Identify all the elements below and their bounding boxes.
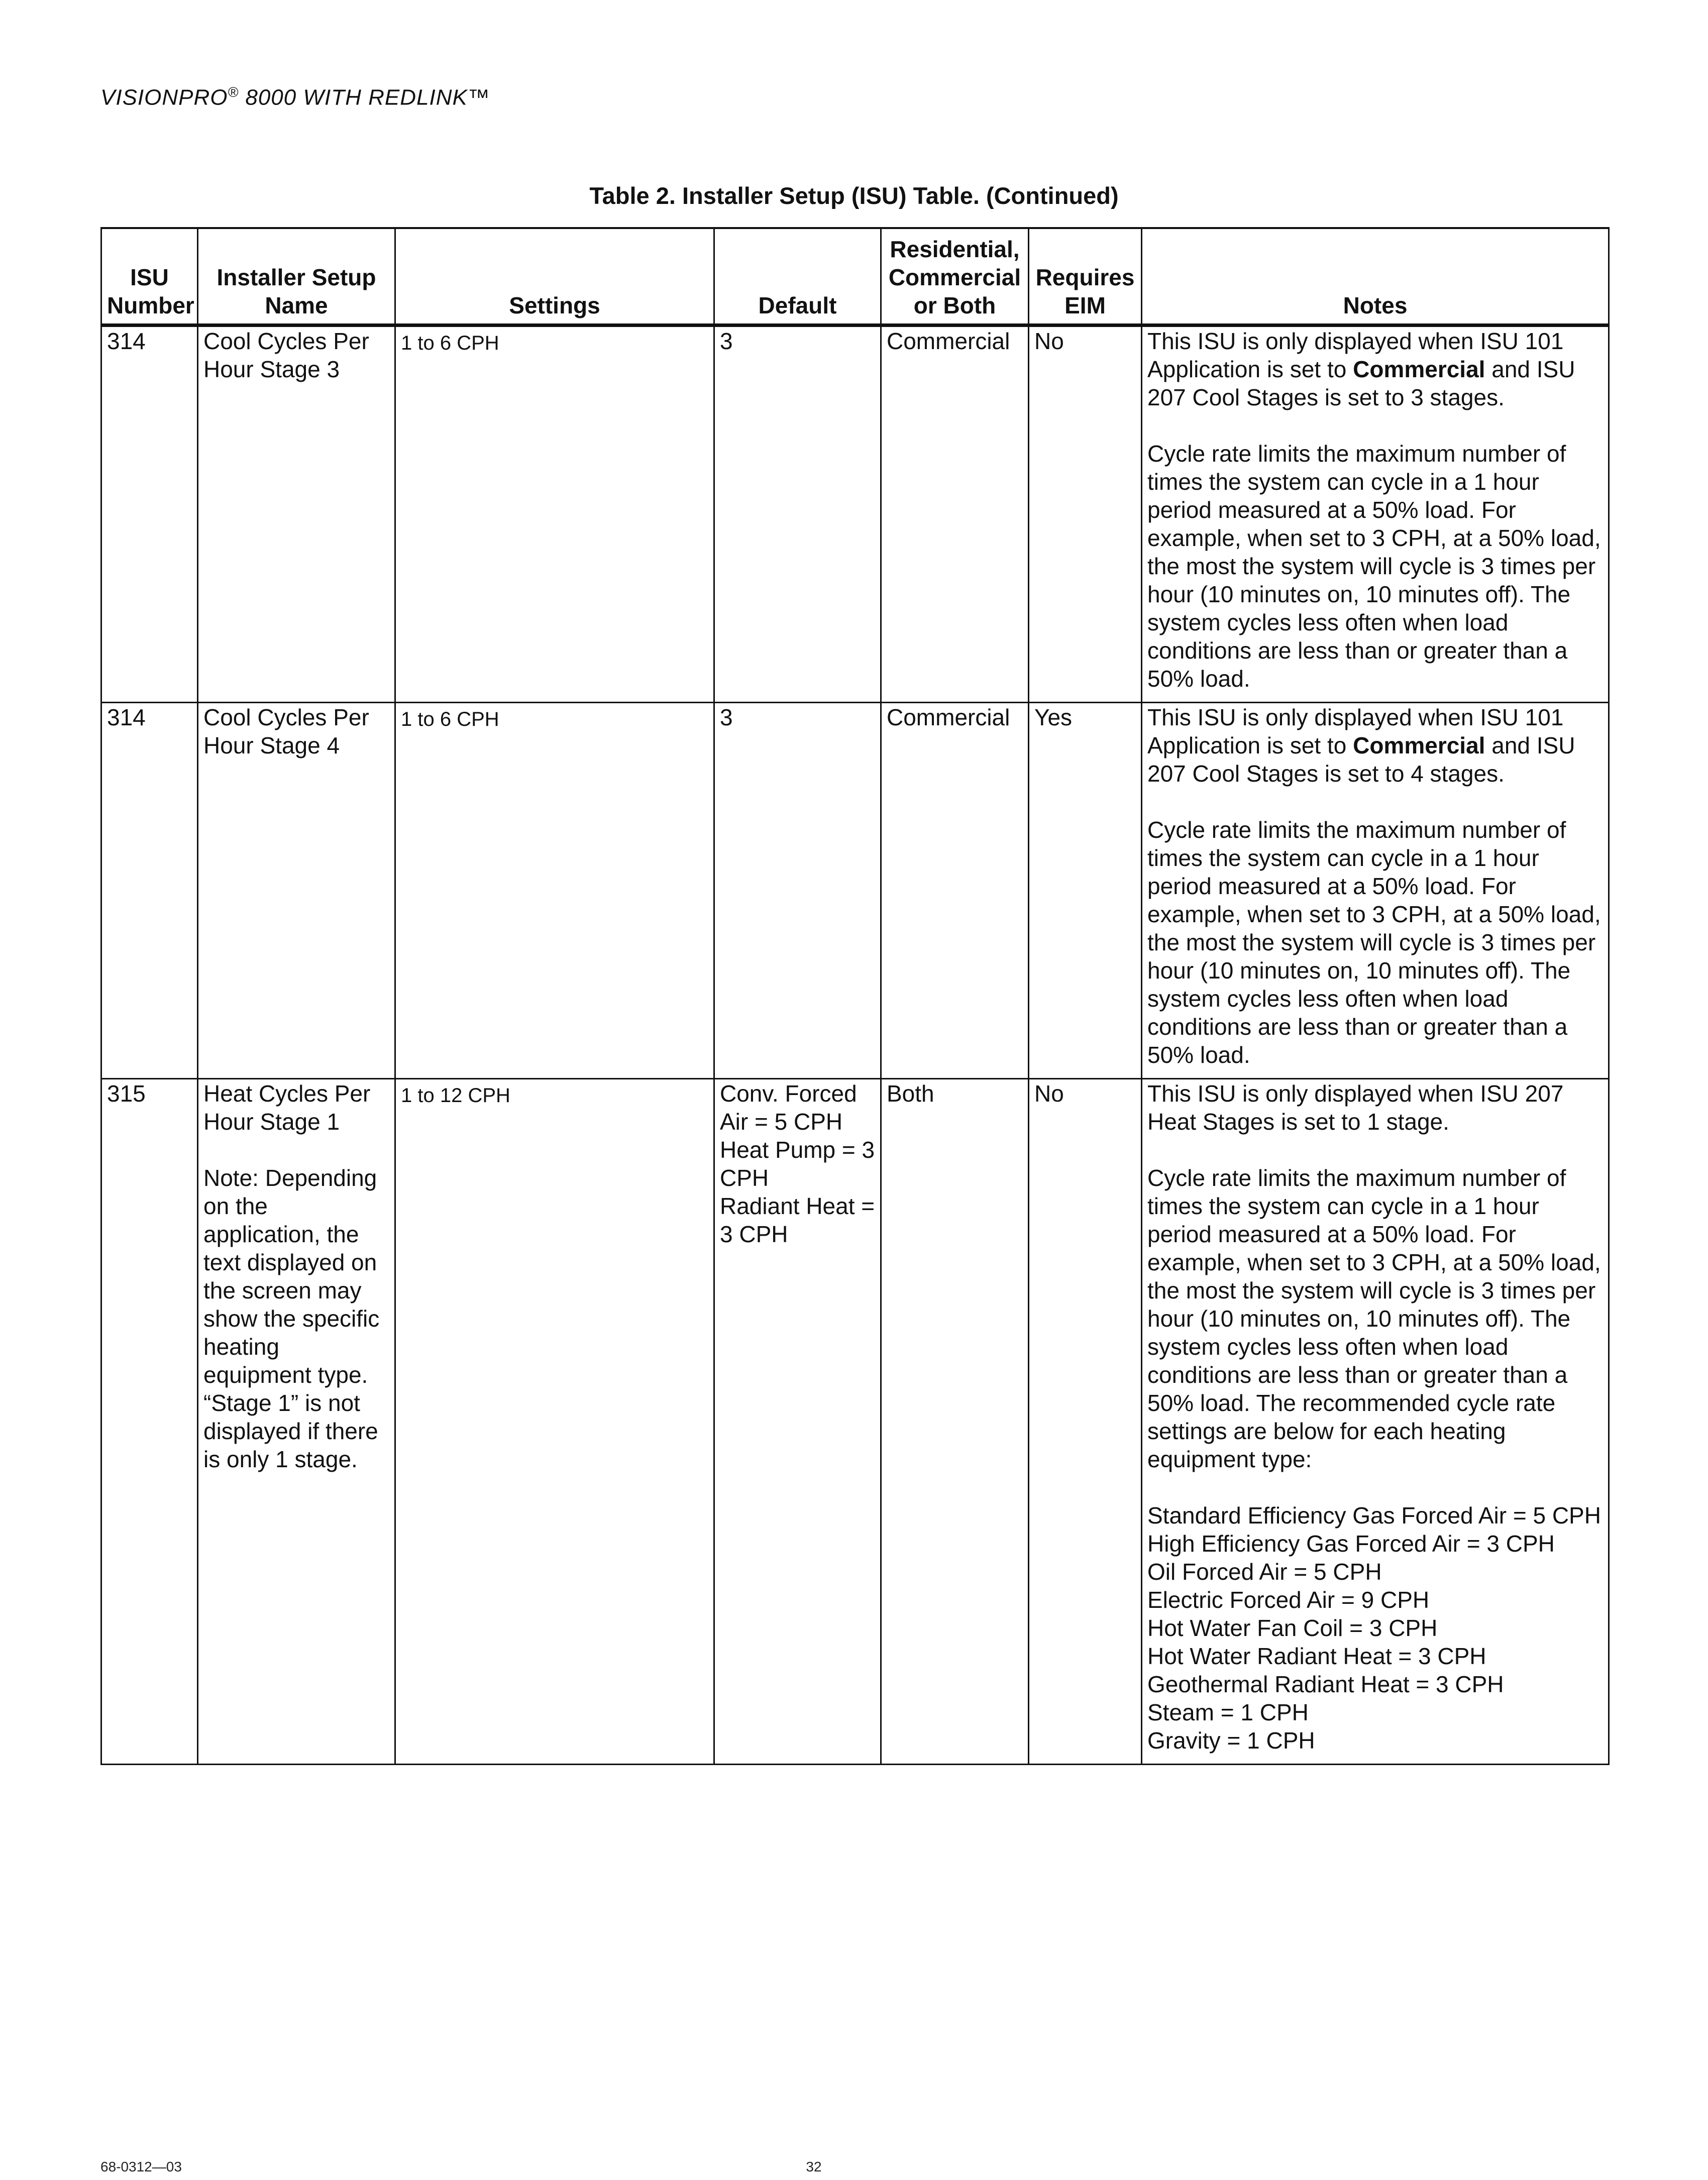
cell-isu-number: 314	[101, 703, 198, 1079]
product-model: 8000 WITH REDLINK™	[239, 85, 490, 110]
list-item: Geothermal Radiant Heat = 3 CPH	[1147, 1671, 1504, 1697]
col-header-isu-number: ISU Number	[101, 228, 198, 325]
cell-res-comm: Commercial	[881, 325, 1029, 703]
setup-name: Heat Cycles Per Hour Stage 1	[203, 1080, 371, 1135]
note-paragraph: This ISU is only displayed when ISU 101 Application is set to Commercial and ISU 207 Cool Stages is set to 4 stages.	[1147, 704, 1575, 787]
note-paragraph: Cycle rate limits the maximum number of times the system can cycle in a 1 hour period measured at a 50% load. For example, when set to 3 CPH, at a 50% load, the most the system will cycle is 3 times per hour (10 minutes on, 10 minutes off). The system cycles less often when load conditions are less than or greater than a 50% load. The recommended cycle rate settings are below for each heating equipment type:	[1147, 1165, 1601, 1472]
col-header-res-comm: Residential, Commercial or Both	[881, 228, 1029, 325]
registered-mark: ®	[228, 84, 239, 100]
col-header-eim: Requires EIM	[1029, 228, 1142, 325]
cell-settings: 1 to 12 CPH	[395, 1079, 714, 1765]
isu-table	[100, 227, 1610, 1765]
list-item: Steam = 1 CPH	[1147, 1699, 1309, 1725]
table-caption: Table 2. Installer Setup (ISU) Table. (Continued)	[589, 182, 1119, 209]
cell-settings: 1 to 6 CPH	[395, 703, 714, 1079]
product-name: VISIONPRO	[100, 85, 228, 110]
cell-name	[198, 1079, 395, 1765]
table-header-row	[101, 228, 1609, 325]
cell-default: 3	[714, 325, 881, 703]
list-item: Electric Forced Air = 9 CPH	[1147, 1587, 1430, 1613]
col-header-settings: Settings	[395, 228, 714, 325]
cell-isu-number: 314	[101, 325, 198, 703]
page-number: 32	[806, 2159, 822, 2174]
cell-name: Cool Cycles Per Hour Stage 4	[198, 703, 395, 1079]
cell-eim: Yes	[1029, 703, 1142, 1079]
note-paragraph: This ISU is only displayed when ISU 207 Heat Stages is set to 1 stage.	[1147, 1080, 1564, 1135]
cell-res-comm: Both	[881, 1079, 1029, 1765]
col-header-name: Installer Setup Name	[198, 228, 395, 325]
default-line: Heat Pump = 3 CPH	[720, 1137, 875, 1191]
cell-eim: No	[1029, 325, 1142, 703]
cell-name: Cool Cycles Per Hour Stage 3	[198, 325, 395, 703]
list-item: Hot Water Fan Coil = 3 CPH	[1147, 1615, 1438, 1641]
note-paragraph: This ISU is only displayed when ISU 101 Application is set to Commercial and ISU 207 Cool Stages is set to 3 stages.	[1147, 328, 1575, 410]
list-item: High Efficiency Gas Forced Air = 3 CPH	[1147, 1531, 1555, 1557]
equipment-list	[1147, 1501, 1603, 1755]
table-row	[101, 703, 1609, 1079]
table-row	[101, 325, 1609, 703]
table-row	[101, 1079, 1609, 1765]
document-number: 68-0312—03	[100, 2159, 182, 2174]
default-line: Radiant Heat = 3 CPH	[720, 1193, 875, 1247]
list-item: Standard Efficiency Gas Forced Air = 5 CPH	[1147, 1502, 1601, 1529]
list-item: Hot Water Radiant Heat = 3 CPH	[1147, 1643, 1486, 1669]
cell-notes	[1142, 1079, 1609, 1765]
col-header-notes: Notes	[1142, 228, 1609, 325]
default-line: Conv. Forced Air = 5 CPH	[720, 1080, 857, 1135]
cell-notes	[1142, 703, 1609, 1079]
cell-res-comm: Commercial	[881, 703, 1029, 1079]
cell-default	[714, 1079, 881, 1765]
note-paragraph: Cycle rate limits the maximum number of times the system can cycle in a 1 hour period measured at a 50% load. For example, when set to 3 CPH, at a 50% load, the most the system will cycle is 3 times per hour (10 minutes on, 10 minutes off). The system cycles less often when load conditions are less than or greater than a 50% load.	[1147, 441, 1601, 692]
col-header-default: Default	[714, 228, 881, 325]
list-item: Gravity = 1 CPH	[1147, 1727, 1315, 1754]
cell-notes	[1142, 325, 1609, 703]
cell-isu-number: 315	[101, 1079, 198, 1765]
cell-settings: 1 to 6 CPH	[395, 325, 714, 703]
cell-eim: No	[1029, 1079, 1142, 1765]
cell-default: 3	[714, 703, 881, 1079]
document-header	[100, 84, 490, 111]
note-paragraph: Cycle rate limits the maximum number of times the system can cycle in a 1 hour period measured at a 50% load. For example, when set to 3 CPH, at a 50% load, the most the system will cycle is 3 times per hour (10 minutes on, 10 minutes off). The system cycles less often when load conditions are less than or greater than a 50% load.	[1147, 817, 1601, 1068]
setup-name-note: Note: Depending on the application, the text displayed on the screen may show the specific heating equipment type. “Stage 1” is not displayed if there is only 1 stage.	[203, 1165, 380, 1472]
list-item: Oil Forced Air = 5 CPH	[1147, 1559, 1382, 1585]
